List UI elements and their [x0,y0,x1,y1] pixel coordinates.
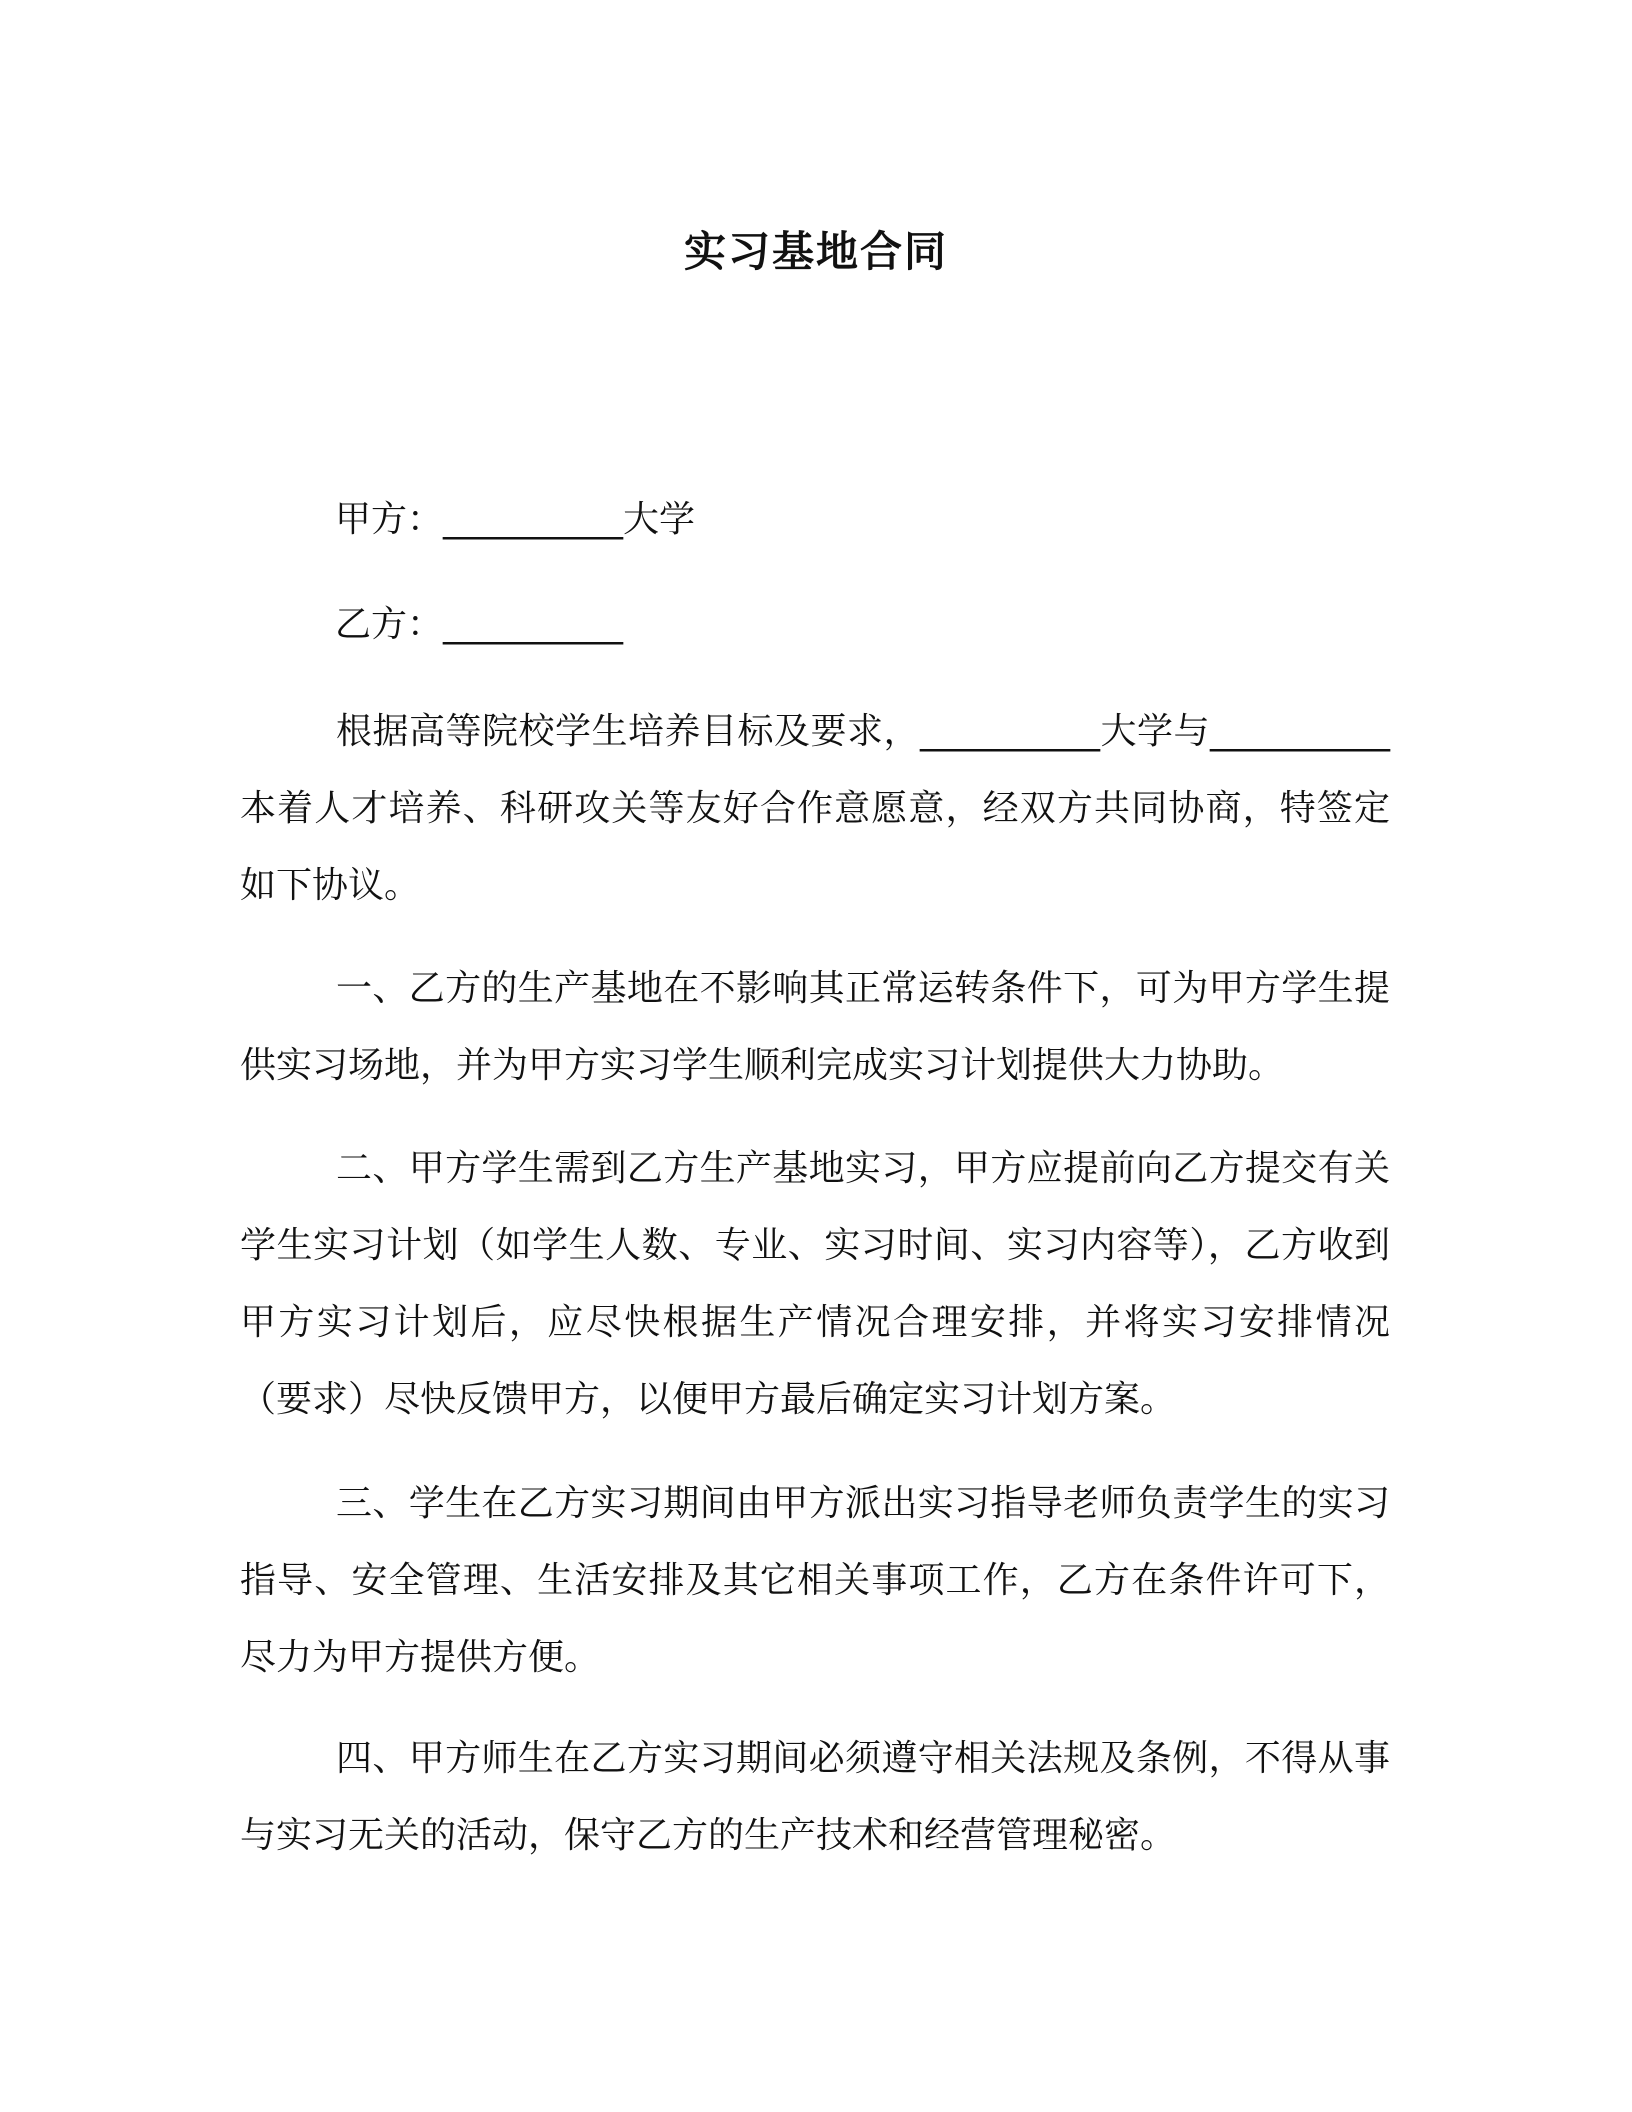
clause-3: 三、学生在乙方实习期间由甲方派出实习指导老师负责学生的实习指导、安全管理、生活安排及其它相关事项工作，乙方在条件许可下，尽力为甲方提供方便。 [240,1483,1390,1678]
party-a-line: 甲方：__________大学 [335,499,696,540]
clause-4: 四、甲方师生在乙方实习期间必须遵守相关法规及条例，不得从事与实习无关的活动，保守乙方的生产技术和经营管理秘密。 [240,1738,1390,1856]
clause-1: 一、乙方的生产基地在不影响其正常运转条件下，可为甲方学生提供实习场地，并为甲方实习学生顺利完成实习计划提供大力协助。 [240,968,1390,1086]
party-b-line: 乙方：__________ [335,604,624,645]
document-title: 实习基地合同 [683,227,948,276]
intro-paragraph: 根据高等院校学生培养目标及要求，__________大学与__________本着人才培养、科研攻关等友好合作意愿意，经双方共同协商，特签定如下协议。 [240,711,1390,906]
clause-2: 二、甲方学生需到乙方生产基地实习，甲方应提前向乙方提交有关学生实习计划（如学生人数、专业、实习时间、实习内容等），乙方收到甲方实习计划后，应尽快根据生产情况合理安排，并将实习安排情况（要求）尽快反馈甲方，以便甲方最后确定实习计划方案。 [240,1148,1390,1420]
